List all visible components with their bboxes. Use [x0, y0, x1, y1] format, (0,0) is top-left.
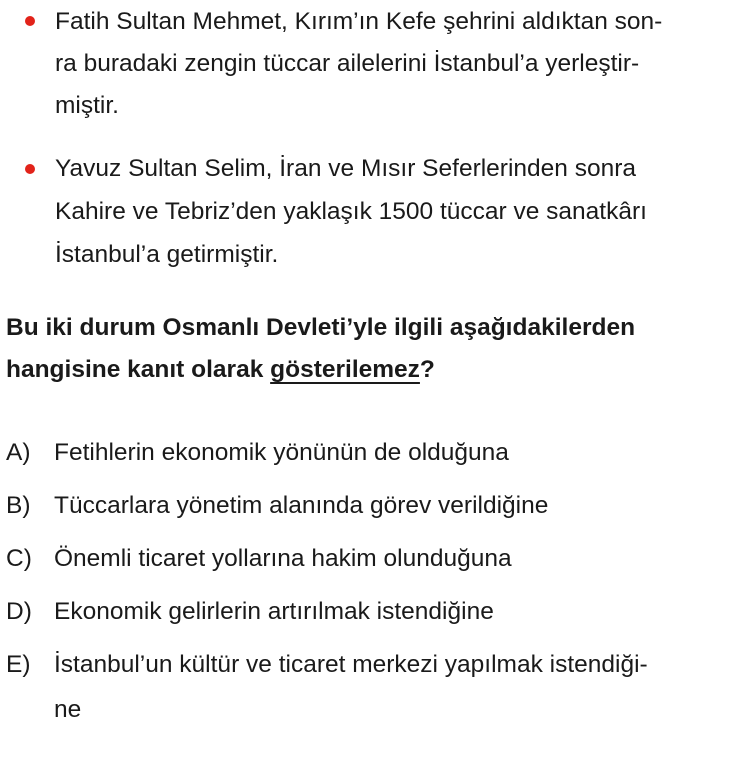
question-emphasis: gösterilemez — [270, 356, 420, 383]
bullet-2-line-3: İstanbul’a getirmiştir. — [55, 241, 279, 268]
question-line-1: Bu iki durum Osmanlı Devleti’yle ilgili aşağıdakilerden — [6, 314, 636, 341]
option-b-text: Tüccarlara yönetim alanında görev verildiğine — [54, 492, 549, 519]
question-line-2-text: hangisine kanıt olarak — [6, 356, 271, 383]
question-mark: ? — [419, 356, 435, 383]
option-e-letter: E) — [6, 651, 31, 678]
bullet-1-line-2: ra buradaki zengin tüccar ailelerini İstanbul’a yerleştir- — [55, 50, 640, 77]
option-e-text-line-2: ne — [54, 696, 82, 723]
bullet-2-line-1: Yavuz Sultan Selim, İran ve Mısır Seferlerinden sonra — [55, 155, 637, 182]
option-d-letter: D) — [6, 598, 32, 625]
option-d-text: Ekonomik gelirlerin artırılmak istendiğine — [54, 598, 494, 625]
option-e-text-line-1: İstanbul’un kültür ve ticaret merkezi yapılmak istendiği- — [54, 651, 648, 678]
option-a-letter: A) — [6, 439, 31, 466]
option-a-text: Fetihlerin ekonomik yönünün de olduğuna — [54, 439, 509, 466]
option-c-letter: C) — [6, 545, 32, 572]
bullet-2-line-2: Kahire ve Tebriz’den yaklaşık 1500 tüccar ve sanatkârı — [55, 198, 647, 225]
bullet-dot-icon — [25, 164, 35, 174]
question-line-2 — [6, 355, 435, 385]
bullet-dot-icon — [25, 16, 35, 26]
bullet-1-line-3: miştir. — [55, 92, 119, 119]
bullet-1-line-1: Fatih Sultan Mehmet, Kırım’ın Kefe şehrini aldıktan son- — [55, 8, 663, 35]
option-b-letter: B) — [6, 492, 31, 519]
option-c-text: Önemli ticaret yollarına hakim olunduğuna — [54, 545, 512, 572]
